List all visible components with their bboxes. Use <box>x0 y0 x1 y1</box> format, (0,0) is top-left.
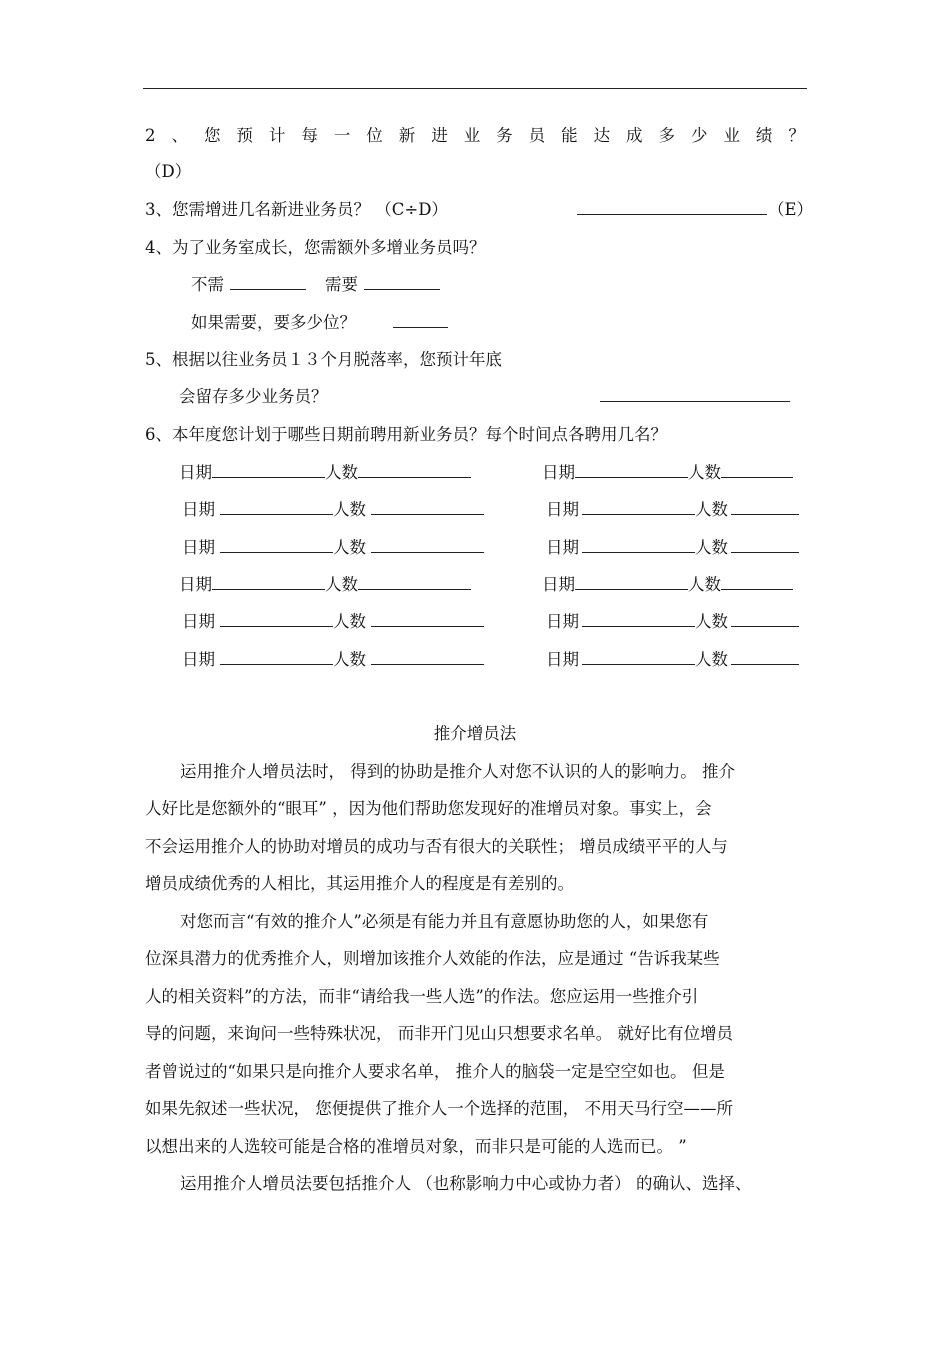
date-blank[interactable] <box>212 463 325 478</box>
body-line: 运用推介人增员法要包括推介人 （也称影响力中心或协力者） 的确认、选择、 <box>180 1174 752 1193</box>
date-label: 日期 <box>546 538 579 557</box>
q2-char: 位 <box>366 126 383 145</box>
body-line: 不会运用推介人的协助对增员的成功与否有很大的关联性； 增员成绩平平的人与 <box>145 837 728 856</box>
date-label: 日期 <box>182 538 215 557</box>
count-blank[interactable] <box>721 575 793 590</box>
q6-right-row <box>546 538 799 558</box>
q2-char: 计 <box>268 126 286 145</box>
body-line: 如果先叙述一些状况， 您便提供了推介人一个选择的范围， 不用天马行空——所 <box>145 1099 733 1118</box>
date-label: 日期 <box>546 612 579 631</box>
q2-char: 达 <box>593 126 611 145</box>
count-label: 人数 <box>333 538 366 557</box>
count-blank[interactable] <box>731 650 799 665</box>
date-blank[interactable] <box>212 575 325 590</box>
header-rule <box>143 88 807 89</box>
body-line: 以想出来的人选较可能是合格的准增员对象，而非只是可能的人选而已。 ” <box>145 1137 687 1156</box>
q2-char: 2 <box>145 126 156 145</box>
q2-char: 员 <box>528 126 546 145</box>
body-line: 位深具潜力的优秀推介人，则增加该推介人效能的作法，应是通过 “告诉我某些 <box>145 949 720 968</box>
q6-left-row <box>182 538 484 558</box>
q2-char: 您 <box>203 126 221 145</box>
q2-char: 务 <box>496 126 513 145</box>
count-label: 人数 <box>333 500 366 519</box>
body-line: 运用推介人增员法时， 得到的协助是推介人对您不认识的人的影响力。 推介 <box>180 762 735 781</box>
body-line: 者曾说过的“如果只是向推介人要求名单， 推介人的脑袋一定是空空如也。 但是 <box>145 1062 725 1081</box>
q3-blank[interactable] <box>577 200 767 220</box>
q2-char: 一 <box>333 126 351 145</box>
q4-no-blank[interactable] <box>230 275 306 295</box>
date-blank[interactable] <box>582 612 695 627</box>
q6-right-row <box>542 463 793 483</box>
q2-char: 业 <box>463 126 481 145</box>
q2-char: ？ <box>788 126 805 145</box>
q4-text: 4、为了业务室成长，您需额外多增业务员吗？ <box>145 238 486 257</box>
q5-text2: 会留存多少业务员？ <box>179 387 328 406</box>
date-label: 日期 <box>179 463 212 482</box>
q5-blank[interactable] <box>600 387 790 407</box>
q6-right-row <box>542 575 793 595</box>
q4-yes-label: 需要 <box>325 275 358 294</box>
date-label: 日期 <box>182 500 215 519</box>
q2-char: 能 <box>561 126 578 145</box>
q2-char: 业 <box>723 126 740 145</box>
count-label: 人数 <box>325 575 358 594</box>
date-blank[interactable] <box>220 500 333 515</box>
q2-char: 少 <box>690 126 708 145</box>
date-blank[interactable] <box>220 538 333 553</box>
q2-char: 进 <box>431 126 448 145</box>
count-blank[interactable] <box>371 538 484 553</box>
count-blank[interactable] <box>371 500 484 515</box>
count-blank[interactable] <box>371 650 484 665</box>
q4-how-many-blank[interactable] <box>393 313 448 333</box>
body-line: 人的相关资料”的方法，而非“请给我一些人选”的作法。您应运用一些推介引 <box>145 987 699 1006</box>
q6-left-row <box>182 650 484 670</box>
count-label: 人数 <box>333 650 366 669</box>
q2-char: 多 <box>658 126 675 145</box>
q6-right-row <box>546 612 799 632</box>
q6-left-row <box>182 500 484 520</box>
date-label: 日期 <box>542 575 575 594</box>
q6-right-row <box>546 500 799 520</box>
question-2 <box>145 126 805 146</box>
count-blank[interactable] <box>358 575 471 590</box>
body-line: 人好比是您额外的“眼耳” ，因为他们帮助您发现好的准增员对象。事实上，会 <box>145 799 712 818</box>
q2-char: 成 <box>626 126 643 145</box>
count-blank[interactable] <box>721 463 793 478</box>
count-blank[interactable] <box>371 612 484 627</box>
q2-suffix: （D） <box>145 162 192 181</box>
date-label: 日期 <box>179 575 212 594</box>
q3-tag: （E） <box>768 200 814 219</box>
q2-char: 预 <box>236 126 253 145</box>
date-label: 日期 <box>182 650 215 669</box>
count-label: 人数 <box>333 612 366 631</box>
q4-how-many: 如果需要，要多少位？ <box>191 313 356 332</box>
q2-char: 、 <box>171 126 188 145</box>
date-blank[interactable] <box>575 575 688 590</box>
count-blank[interactable] <box>358 463 471 478</box>
date-label: 日期 <box>542 463 575 482</box>
count-blank[interactable] <box>731 612 799 627</box>
q6-left-row <box>182 612 484 632</box>
q2-char: 每 <box>301 126 318 145</box>
body-line: 增员成绩优秀的人相比，其运用推介人的程度是有差别的。 <box>145 874 574 893</box>
q2-char: 绩 <box>755 126 773 145</box>
count-label: 人数 <box>695 612 728 631</box>
q5-text: 5、根据以往业务员１３个月脱落率，您预计年底 <box>145 350 502 369</box>
q6-left-row <box>179 575 471 595</box>
date-blank[interactable] <box>220 650 333 665</box>
q4-no-label: 不需 <box>191 275 224 294</box>
date-label: 日期 <box>182 612 215 631</box>
q6-right-row <box>546 650 799 670</box>
q6-text: 6、本年度您计划于哪些日期前聘用新业务员？每个时间点各聘用几名？ <box>145 425 667 444</box>
date-blank[interactable] <box>582 538 695 553</box>
count-label: 人数 <box>688 463 721 482</box>
date-label: 日期 <box>546 650 579 669</box>
count-blank[interactable] <box>731 500 799 515</box>
body-line: 导的问题，来询问一些特殊状况， 而非开门见山只想要求名单。 就好比有位增员 <box>145 1024 733 1043</box>
count-blank[interactable] <box>731 538 799 553</box>
date-blank[interactable] <box>582 500 695 515</box>
count-label: 人数 <box>695 650 728 669</box>
count-label: 人数 <box>688 575 721 594</box>
count-label: 人数 <box>325 463 358 482</box>
date-blank[interactable] <box>220 612 333 627</box>
body-line: 对您而言“有效的推介人”必须是有能力并且有意愿协助您的人，如果您有 <box>180 912 709 931</box>
q4-yes-blank[interactable] <box>364 275 440 295</box>
count-label: 人数 <box>695 500 728 519</box>
q3-text: 3、您需增进几名新进业务员？ （C÷D） <box>145 200 448 219</box>
date-label: 日期 <box>546 500 579 519</box>
date-blank[interactable] <box>575 463 688 478</box>
q2-char: 新 <box>398 126 416 145</box>
count-label: 人数 <box>695 538 728 557</box>
q6-left-row <box>179 463 471 483</box>
section-title: 推介增员法 <box>433 724 517 743</box>
date-blank[interactable] <box>582 650 695 665</box>
